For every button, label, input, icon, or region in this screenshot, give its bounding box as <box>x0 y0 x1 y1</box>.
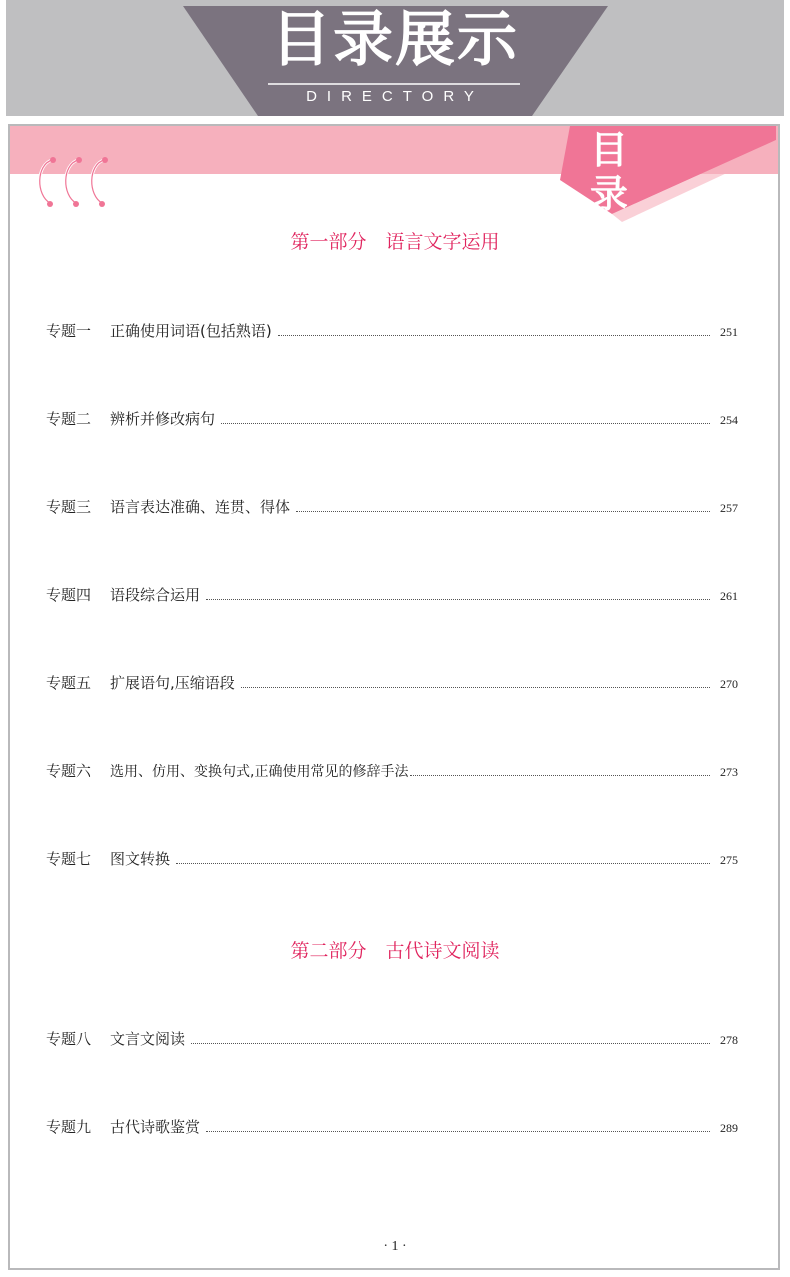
toc-page: 270 <box>720 677 738 691</box>
toc-leader <box>278 334 710 336</box>
toc-number: 专题三 <box>46 498 92 516</box>
swirl-ornament-icon <box>40 160 104 203</box>
toc-title: 文言文阅读 <box>110 1030 186 1048</box>
toc-page: 273 <box>720 765 738 779</box>
toc-page: 257 <box>720 501 738 515</box>
toc-leader <box>296 510 710 512</box>
toc-title: 选用、仿用、变换句式,正确使用常见的修辞手法 <box>110 764 409 780</box>
toc-entry[interactable] <box>46 1116 738 1138</box>
toc-entry[interactable] <box>46 320 738 342</box>
toc-leader <box>241 686 710 688</box>
toc-entry[interactable] <box>46 408 738 430</box>
page-frame <box>8 124 780 1270</box>
toc-number: 专题五 <box>46 674 92 692</box>
toc-entry[interactable] <box>46 496 738 518</box>
toc-number: 专题八 <box>46 1030 92 1048</box>
toc-number: 专题二 <box>46 410 92 428</box>
toc-leader <box>191 1042 710 1044</box>
toc-page: 278 <box>720 1033 738 1047</box>
toc-leader <box>221 422 710 424</box>
toc-page: 289 <box>720 1121 738 1135</box>
toc-leader <box>206 598 710 600</box>
toc-title: 语言表达准确、连贯、得体 <box>110 498 291 516</box>
toc-entry[interactable] <box>46 848 738 870</box>
section-heading: 第一部分 语言文字运用 <box>290 231 500 253</box>
toc-number: 专题七 <box>46 850 92 868</box>
toc-page: 275 <box>720 853 738 867</box>
toc-number: 专题四 <box>46 586 92 604</box>
toc-title: 语段综合运用 <box>110 586 201 604</box>
toc-title: 古代诗歌鉴赏 <box>110 1118 201 1136</box>
toc-title: 辨析并修改病句 <box>110 410 216 428</box>
toc-entry[interactable] <box>46 584 738 606</box>
header-subtitle: DIRECTORY <box>306 88 484 105</box>
toc-leader <box>410 774 710 776</box>
toc-entry[interactable] <box>46 672 738 694</box>
toc-title: 正确使用词语(包括熟语) <box>110 322 272 340</box>
tab-title: 目 录 <box>590 128 647 216</box>
toc-page: 261 <box>720 589 738 603</box>
toc-number: 专题一 <box>46 322 92 340</box>
toc-number: 专题六 <box>46 762 92 780</box>
toc-leader <box>176 862 710 864</box>
toc-title: 扩展语句,压缩语段 <box>110 674 235 692</box>
toc-page: 251 <box>720 325 738 339</box>
header-title: 目录展示 <box>271 5 519 75</box>
page-number: · 1 · <box>383 1239 407 1254</box>
toc-leader <box>206 1130 710 1132</box>
section-heading: 第二部分 古代诗文阅读 <box>290 940 500 962</box>
toc-entry[interactable] <box>46 760 738 782</box>
toc-title: 图文转换 <box>110 850 171 868</box>
toc-page: 254 <box>720 413 738 427</box>
toc-number: 专题九 <box>46 1118 92 1136</box>
toc-entry[interactable] <box>46 1028 738 1050</box>
